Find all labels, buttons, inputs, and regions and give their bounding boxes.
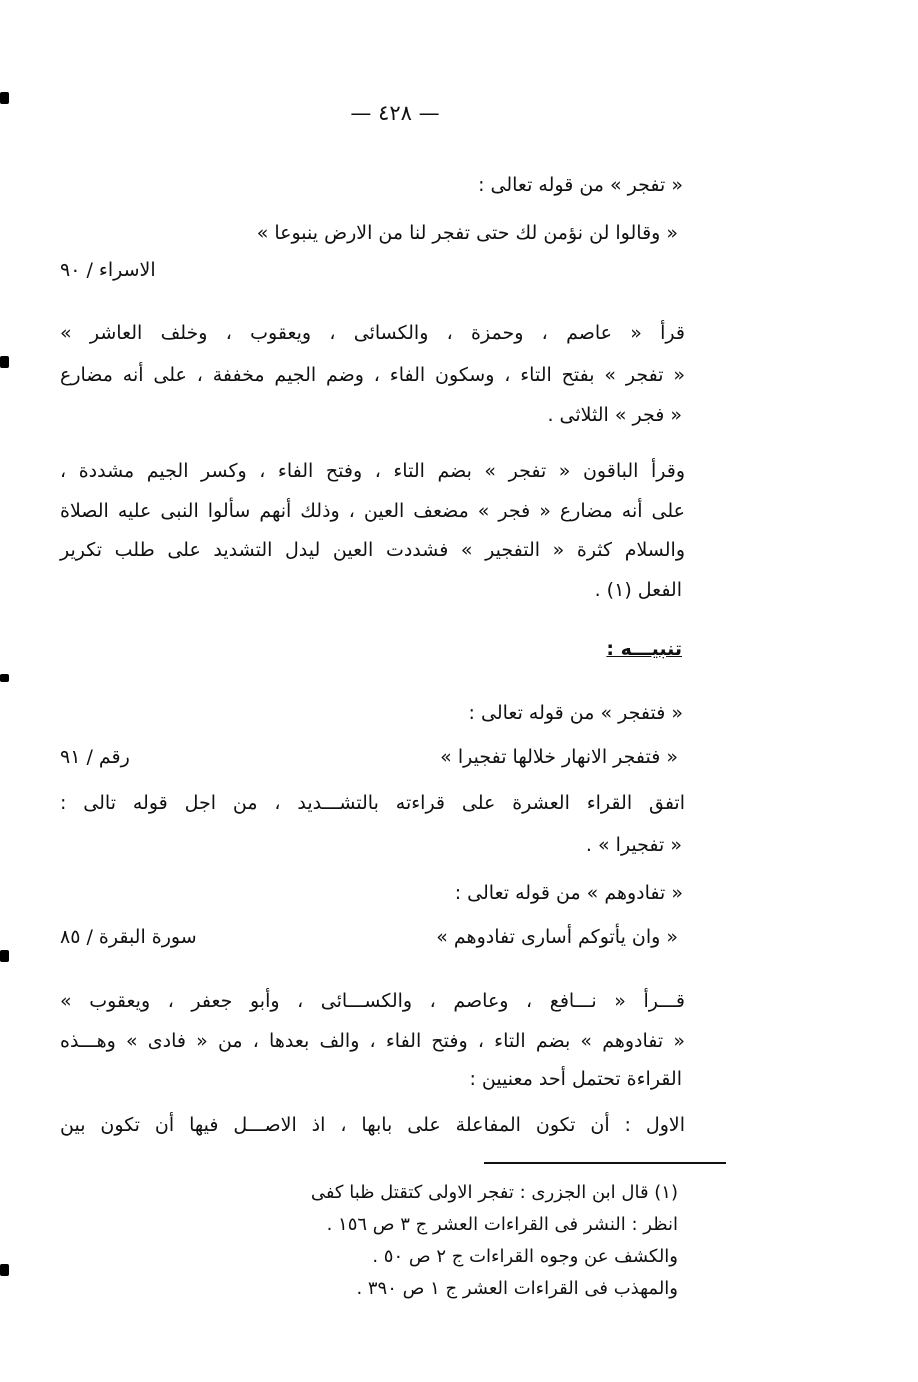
block2-intro: « فتفجر » من قوله تعالى : <box>468 702 683 724</box>
footnote-4: والمهذب فى القراءات العشر ج ١ ص ٣٩٠ . <box>356 1278 678 1299</box>
block3-intro: « تفادوهم » من قوله تعالى : <box>454 882 683 904</box>
para4-line3: القراءة تحتمل أحد معنيين : <box>469 1068 682 1090</box>
para1-line3: « فجر » الثلاثى . <box>547 404 682 426</box>
para1-line1: قرأ « عاصم ، وحمزة ، والكسائى ، ويعقوب ، وخلف العاشر » <box>60 322 685 344</box>
footnote-2: انظر : النشر فى القراءات العشر ج ٣ ص ١٥٦ . <box>326 1214 678 1235</box>
block1-reference: الاسراء / ٩٠ <box>60 259 156 281</box>
scan-mark <box>0 1264 9 1276</box>
scan-mark <box>0 674 9 682</box>
block3-verse: « وان يأتوكم أسارى تفادوهم » <box>436 926 678 948</box>
para2-line2: على أنه مضارع « فجر » مضعف العين ، وذلك أنهم سألوا النبى عليه الصلاة <box>60 500 685 522</box>
para2-line4: الفعل (١) . <box>594 579 682 601</box>
scan-mark <box>0 356 9 368</box>
para5-line1: الاول : أن تكون المفاعلة على بابها ، اذ الاصـــل فيها أن تكون بين <box>60 1114 685 1136</box>
page-number: — ٤٢٨ — <box>350 101 440 125</box>
para3-line1: اتفق القراء العشرة على قراءته بالتشـــديد ، من اجل قوله تالى : <box>60 792 685 814</box>
footnote-1: (١) قال ابن الجزرى : تفجر الاولى كتقتل ظبا كفى <box>310 1182 678 1203</box>
scan-mark <box>0 950 9 962</box>
para4-line2: « تفادوهم » بضم التاء ، وفتح الفاء ، والف بعدها ، من « فادى » وهـــذه <box>60 1030 685 1052</box>
block1-verse: « وقالوا لن نؤمن لك حتى تفجر لنا من الارض ينبوعا » <box>256 222 678 244</box>
footnote-separator <box>484 1162 726 1164</box>
para2-line3: والسلام كثرة « التفجير » فشددت العين ليدل التشديد على طلب تكرير <box>60 539 685 561</box>
block2-verse: « فتفجر الانهار خلالها تفجيرا » <box>440 746 678 768</box>
para3-line2: « تفجيرا » . <box>585 834 682 856</box>
para1-line2: « تفجر » بفتح التاء ، وسكون الفاء ، وضم الجيم مخففة ، على أنه مضارع <box>60 364 685 386</box>
block2-reference: رقم / ٩١ <box>60 746 130 768</box>
para2-line1: وقرأ الباقون « تفجر » بضم التاء ، وفتح الفاء ، وكسر الجيم مشددة ، <box>60 460 685 482</box>
para4-line1: قـــرأ « نـــافع ، وعاصم ، والكســـائى ، وأبو جعفر ، ويعقوب » <box>60 990 685 1012</box>
footnote-3: والكشف عن وجوه القراءات ج ٢ ص ٥٠ . <box>372 1246 678 1267</box>
block1-intro: « تفجر » من قوله تعالى : <box>478 174 683 196</box>
block3-reference: سورة البقرة / ٨٥ <box>60 926 197 948</box>
tanbih-heading: تنبيـــه : <box>606 638 682 660</box>
scan-mark <box>0 92 9 104</box>
